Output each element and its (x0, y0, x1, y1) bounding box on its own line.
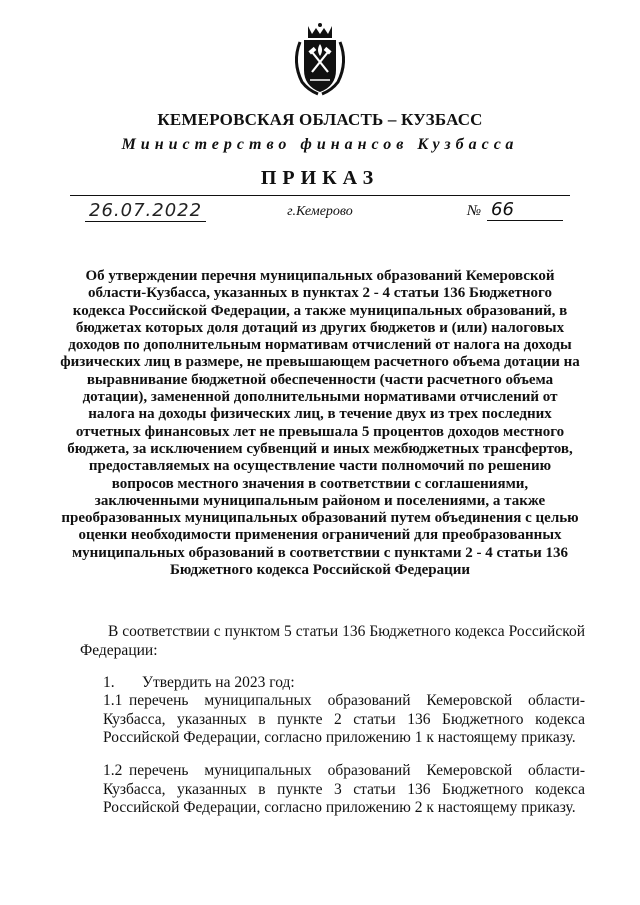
order-title: ПРИКАЗ (260, 167, 380, 189)
subitem-number: 1.1 (103, 692, 123, 709)
order-date: 26.07.2022 (85, 200, 206, 222)
order-heading: Об утверждении перечня муниципальных образований Кемеровской области-Кузбасса, указанных в пунктах 2 - 4 статьи 136 Бюджетного кодекса Российской Федерации, а также муниципальных образований, в бюджетах которых доля дотаций из других бюджетов и (или) налоговых доходов по дополнительным нормативам отчислений от налога на доходы физических лиц в размере, не превышающем расчетного объема дотации на выравнивание бюджетной обеспеченности (части расчетного объема дотации), замененной дополнительными нормативами отчислений от налога на доходы физических лиц, в течение двух из трех последних отчетных финансовых лет не превышала 5 процентов доходов местного бюджета, за исключением субвенций и иных межбюджетных трансфертов, предоставляемых на осуществление части полномочий по решению вопросов местного значения в соответствии с соглашениями, заключенными муниципальным районом и поселениями, а также преобразованных муниципальных образований путем объединения с целью оценки необходимости применения ограничений для преобразованных муниципальных образований в соответствии с пунктами 2 - 4 статьи 136 Бюджетного кодекса Российской Федерации (60, 268, 580, 579)
subitem-text: перечень муниципальных образований Кемеровской области-Кузбасса, указанных в пункте 3 статьи 136 Бюджетного кодекса Российской Федерации, согласно приложению 2 к настоящему приказу. (103, 762, 585, 816)
subitem-number: 1.2 (103, 762, 123, 779)
subitem-text: перечень муниципальных образований Кемеровской области-Кузбасса, указанных в пункте 2 статьи 136 Бюджетного кодекса Российской Федерации, согласно приложению 1 к настоящему приказу. (103, 692, 585, 746)
order-number: 66 (487, 199, 563, 221)
order-city: г.Кемерово (287, 204, 353, 219)
region-name: КЕМЕРОВСКАЯ ОБЛАСТЬ – КУЗБАСС (157, 110, 483, 129)
basis-paragraph: В соответствии с пунктом 5 статьи 136 Бюджетного кодекса Российской Федерации: (80, 623, 585, 659)
list-item (103, 674, 583, 693)
item-number: 1. (103, 674, 115, 691)
number-label: № (467, 203, 482, 219)
order-meta (0, 200, 640, 226)
list-item (103, 762, 585, 818)
ministry-name: Министерство финансов Кузбасса (121, 136, 519, 153)
item-text: Утвердить на 2023 год: (142, 674, 295, 691)
list-item (103, 692, 585, 748)
coat-of-arms-icon (290, 22, 350, 96)
header-divider (70, 195, 570, 196)
